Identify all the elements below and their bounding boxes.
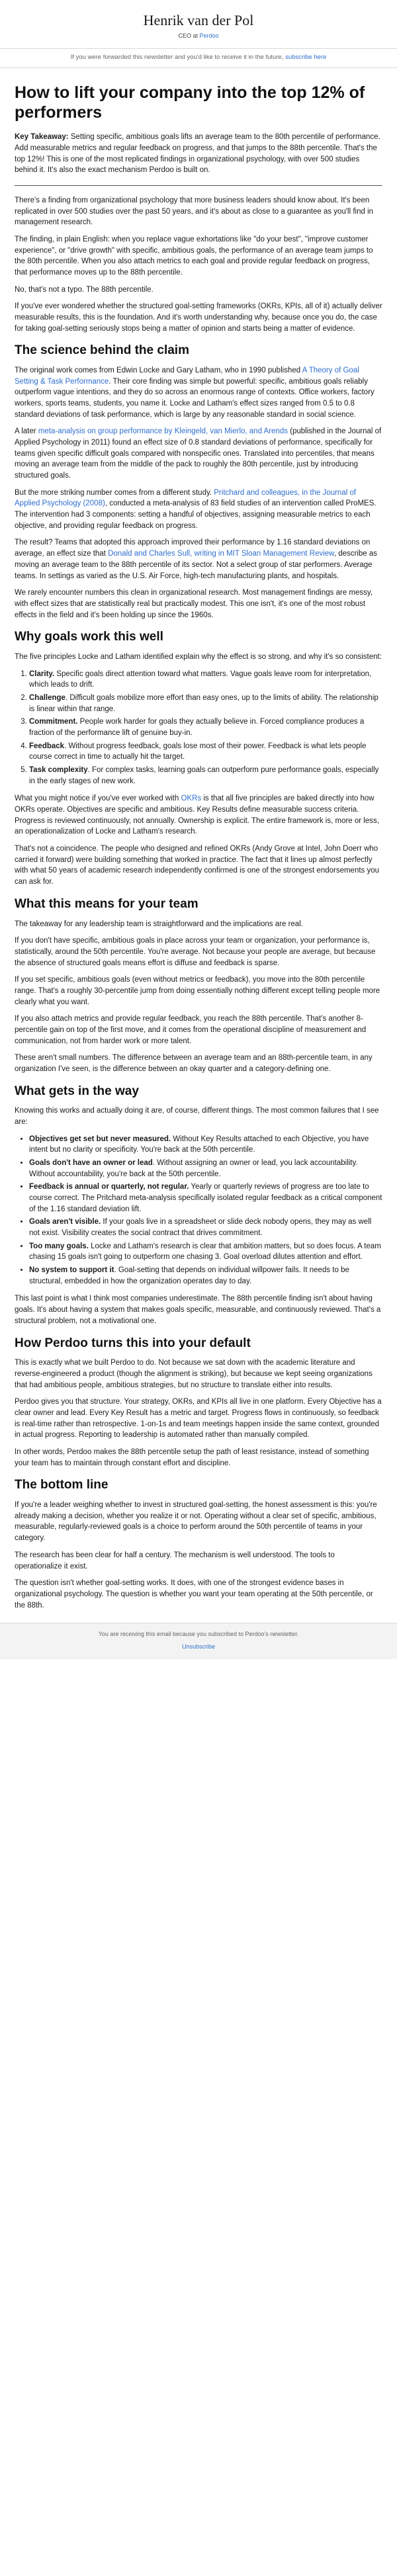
intro-paragraph: There's a finding from organizational psychology that more business leaders should know about. It's been replicated in over 500 studies over the past 50 years, and it's about as close to a guarantee as you'll find in management research.: [15, 196, 374, 227]
text-run: But the more striking number comes from a different study.: [15, 488, 214, 497]
author-role-prefix: CEO at: [178, 32, 200, 40]
intro-paragraph: No, that's not a typo. The 88th percentile.: [15, 285, 154, 294]
list-item-text: Yearly or quarterly reviews of progress are too late to course correct. The Pritchard meta-analysis specifically isolated regular feedback as a critical component of the 1.16 standard deviation lift.: [29, 1183, 382, 1213]
section-heading-why: Why goals work this well: [15, 630, 163, 644]
text-run: The result? Teams that adopted this approach improved their performance by 1.16 standard deviations on average, an effect size that: [15, 538, 371, 558]
gets-outro: This last point is what I think most companies underestimate. The 88th percentile finding isn't about having goals. It's about having a system that makes goals specific, measurable, and continuously reviewed. That's a structural problem, not a motivational one.: [15, 1295, 381, 1325]
list-item-label: Goals don't have an owner or lead: [29, 1159, 153, 1168]
article-title: How to lift your company into the top 12% of performers: [15, 83, 365, 122]
bottom-paragraph: If you're a leader weighing whether to invest in structured goal-setting, the honest assessment is this: you're already making a decision, whether you realize it or not. Operating without a clear set of specific, ambitious, measurable, regularly-reviewed goals is a choice to perform around the 50th percentile of teams in your category.: [15, 1501, 377, 1543]
list-item: [29, 741, 382, 763]
list-item-text: . Without assigning an owner or lead, you lack accountability. Without accountability, you're back at the 50th percentile.: [29, 1159, 358, 1178]
failures-list: [15, 1134, 382, 1287]
list-item: [29, 765, 382, 787]
company-link[interactable]: Perdoo: [199, 32, 219, 40]
list-item-text: . Without progress feedback, goals lose most of their power. Feedback is what lets people course correct in time to actually hit the target.: [29, 742, 367, 761]
principles-list: [15, 669, 382, 787]
text-run: A later: [15, 427, 38, 436]
list-item-text: Locke and Latham's research is clear that ambition matters, but so does focus. A team chasing 15 goals isn't going to outperform one chasing 3. Goal overload dilutes attention and effort.: [29, 1242, 381, 1262]
gets-intro: Knowing this works and actually doing it are, of course, different things. The most common failures that I see are:: [15, 1107, 379, 1127]
means-paragraph: The takeaway for any leadership team is straightforward and the implications are real.: [15, 920, 303, 928]
means-paragraph: If you set specific, ambitious goals (even without metrics or feedback), you move into the 80th percentile range. That's a roughly 30-percentile jump from doing essentially nothing different except telling people more clearly what you want.: [15, 976, 380, 1006]
list-item-text: If your goals live in a spreadsheet or slide deck nobody opens, they may as well not exist. Visibility creates the social contract that drives commitment.: [29, 1218, 372, 1238]
unsubscribe-link[interactable]: Unsubscribe: [181, 1643, 216, 1651]
list-item-label: Commitment.: [29, 718, 78, 726]
list-item-label: Challenge: [29, 694, 66, 702]
perdoo-paragraph: This is exactly what we built Perdoo to do. Not because we sat down with the academic literature and reverse-engineered a product (though the alignment is striking), but because we kept seeing organizations that had ambitious people, ambitious strategies, but no structure to translate either into results.: [15, 1359, 373, 1389]
text-run: . Their core finding was simple but powerful: specific, ambitious goals reliably outperform vague intentions, and they do so across an enormous range of contexts. Office workers, factory workers, sports teams, students, you name it. Locke and Latham's effect sizes ranged from 0.5 to 0.8 standard deviations of task performance, which is large by any reasonable standard in social science.: [15, 377, 375, 419]
section-heading-means: What this means for your team: [15, 896, 198, 911]
list-item: [29, 716, 382, 738]
science-paragraph: [15, 365, 382, 420]
list-item-label: No system to support it: [29, 1266, 114, 1275]
key-takeaway-text: Setting specific, ambitious goals lifts an average team to the 80th percentile of performance. Add measurable metrics and regular feedback on progress, and that jumps to the 88th percentile. That's the top 12%! This is one of the most replicated findings in organizational psychology, with over 500 studies behind it. It's also the exact mechanism Perdoo is built on.: [15, 133, 380, 175]
science-paragraph: [15, 426, 382, 481]
list-item-label: Too many goals.: [29, 1242, 89, 1250]
section-heading-gets: What gets in the way: [15, 1084, 139, 1098]
list-item: [29, 1181, 382, 1215]
okrs-link[interactable]: OKRs: [181, 794, 202, 803]
why-intro: The five principles Locke and Latham identified explain why the effect is so strong, and why it's so consistent:: [15, 652, 382, 661]
intro-paragraph: The finding, in plain English: when you replace vague exhortations like "do your best", "improve customer experience", or "drive growth" with specific, ambitious goals, the performance of an average team jumps to the 80th percentile. When you also attach metrics to each goal and provide regular feedback on progress, that performance moves up to the 88th percentile.: [15, 235, 373, 277]
science-paragraph: [15, 537, 382, 581]
list-item-label: Feedback: [29, 742, 65, 750]
forward-notice: [0, 49, 397, 68]
article: [0, 83, 397, 1611]
list-item-text: . Difficult goals mobilize more effort than easy ones, up to the limits of ability. The relationship is linear within that range.: [29, 694, 378, 713]
list-item: [29, 1241, 382, 1263]
text-run: What you might notice if you've ever worked with: [15, 794, 181, 803]
text-run: , describe as moving an average team to the 88th percentile of its sector. Not a select group of star performers. Average teams. In settings as varied as the U.S. Air Force, high-tech manufacturing plants, and hospitals.: [15, 550, 378, 580]
list-item-text: People work harder for goals they actually believe in. Forced compliance produces a fraction of the performance lift of genuine buy-in.: [29, 718, 365, 738]
list-item-label: Goals aren't visible.: [29, 1218, 101, 1226]
section-divider: [15, 185, 382, 186]
meta-analysis-link[interactable]: meta-analysis on group performance by Kleingeld, van Mierlo, and Arends: [38, 427, 288, 436]
forward-notice-text: If you were forwarded this newsletter and you'd like to receive it in the future,: [70, 54, 286, 62]
list-item: [29, 693, 382, 714]
bottom-paragraph: The research has been clear for half a century. The mechanism is well understood. The tools to operationalize it exist.: [15, 1551, 335, 1570]
list-item: [29, 1134, 382, 1156]
bottom-paragraph: The question isn't whether goal-setting works. It does, with one of the strongest evidence bases in organizational psychology. The question is whether you want your team operating at the 50th percentile, or the 88th.: [15, 1579, 373, 1610]
means-paragraph: If you also attach metrics and provide regular feedback, you reach the 88th percentile. That's another 8-percentile gain on top of the first move, and it comes from the operational discipline of measurement and communication, not from harder work or more talent.: [15, 1015, 367, 1045]
section-heading-science: The science behind the claim: [15, 343, 189, 358]
means-paragraph: These aren't small numbers. The difference between an average team and an 88th-percentile team, in any organization I've seen, is the difference between an okay quarter and a category-defining one.: [15, 1054, 373, 1073]
list-item-text: . Goal-setting that depends on individual willpower fails. It needs to be structural, embedded in how the organization operates day to day.: [29, 1266, 349, 1285]
list-item: [29, 1217, 382, 1238]
list-item-label: Clarity.: [29, 669, 55, 678]
perdoo-paragraph: Perdoo gives you that structure. Your strategy, OKRs, and KPIs all live in one platform. Every Objective has a clear owner and lead. Every Key Result has a metric and target. Progress flows in continuously, so feedback is real-time rather than retrospective. 1-on-1s and team meetings happen inside the same context, grounded in actual progress. Reporting to leadership is automated rather than manually compiled.: [15, 1398, 382, 1439]
list-item-text: Without Key Results attached to each Objective, you have intent but no clarity or specificity. You're back at the 50th percentile.: [29, 1135, 369, 1154]
footer: [0, 1623, 397, 1659]
author-name: Henrik van der Pol: [143, 12, 254, 28]
section-heading-bottom-line: The bottom line: [15, 1478, 109, 1492]
list-item-label: Objectives get set but never measured.: [29, 1135, 171, 1143]
text-run: The original work comes from Edwin Locke and Gary Latham, who in 1990 published: [15, 366, 302, 375]
why-paragraph: [15, 793, 382, 837]
means-paragraph: If you don't have specific, ambitious goals in place across your team or organization, your performance is, statistically, around the 50th percentile. You're average. Not because your people are average, but because the absence of structured goals means effort is diffuse and feedback is sparse.: [15, 937, 376, 967]
perdoo-paragraph: In other words, Perdoo makes the 88th percentile setup the path of least resistance, instead of something your team has to maintain through constant effort and discipline.: [15, 1448, 369, 1467]
science-paragraph: We rarely encounter numbers this clean in organizational research. Most management findings are messy, with effect sizes that are statistically real but practically modest. This one isn't, it's one of the most robust effects in the field and it's been holding up since the 1960s.: [15, 589, 373, 619]
footer-text: You are receiving this email because you subscribed to Perdoo's newsletter.: [98, 1631, 299, 1638]
intro-paragraph: If you've ever wondered whether the structured goal-setting frameworks (OKRs, KPIs, all of it) actually deliver measurable results, this is the foundation. And it's worth understanding why, because once you do, the case for taking goal-setting seriously stops being a matter of opinion and starts being a matter of evidence.: [15, 302, 382, 333]
text-run: (published in the Journal of Applied Psychology in 2011) found an effect size of 0.8 standard deviations of performance, specifically for teams given specific difficult goals compared with nonspecific ones. Translated into percentiles, that means moving an average team from the middle of the pack to roughly the 80th percentile, just by introducing structured goals.: [15, 427, 382, 480]
mit-sloan-link[interactable]: Donald and Charles Sull, writing in MIT Sloan Management Review: [108, 550, 334, 558]
text-run: is that all five principles are baked directly into how OKRs operate. Objectives are specific and ambitious. Key Results define measurable success criteria. Progress is reviewed continuously, not annually. Ownership is explicit. The entire framework is, more or less, an operationalization of Locke and Latham's research.: [15, 794, 379, 836]
text-run: , conducted a meta-analysis of 83 field studies of an intervention called ProMES. The intervention had 3 components: setting a handful of objectives, assigning measurable metrics to each objective, and providing regular feedback on progress.: [15, 499, 376, 530]
goal-setting-theory-link[interactable]: A Theory of Goal Setting & Task Performance: [15, 366, 359, 386]
section-heading-perdoo: How Perdoo turns this into your default: [15, 1336, 251, 1350]
science-paragraph: [15, 488, 382, 532]
why-paragraph: That's not a coincidence. The people who designed and refined OKRs (Andy Grove at Intel, John Doerr who carried it forward) were building something that worked in practice. The fact that it lines up almost perfectly with what 50 years of academic research independently confirmed is one of the strongest endorsements you can ask for.: [15, 845, 380, 886]
key-takeaway: [15, 132, 382, 176]
masthead: [0, 0, 397, 40]
list-item: [29, 1265, 382, 1287]
author-role: [0, 32, 397, 40]
key-takeaway-label: Key Takeaway:: [15, 133, 69, 142]
list-item-label: Task complexity: [29, 766, 88, 775]
pritchard-study-link[interactable]: Pritchard and colleagues, in the Journal of Applied Psychology (2008): [15, 488, 357, 508]
subscribe-link[interactable]: subscribe here: [285, 54, 327, 62]
list-item-label: Feedback is annual or quarterly, not regular.: [29, 1183, 189, 1191]
list-item: [29, 1158, 382, 1180]
list-item-text: Specific goals direct attention toward what matters. Vague goals leave room for interpretation, which leads to drift.: [29, 669, 372, 689]
list-item-text: . For complex tasks, learning goals can outperform pure performance goals, especially in the early stages of new work.: [29, 766, 379, 785]
list-item: [29, 669, 382, 691]
